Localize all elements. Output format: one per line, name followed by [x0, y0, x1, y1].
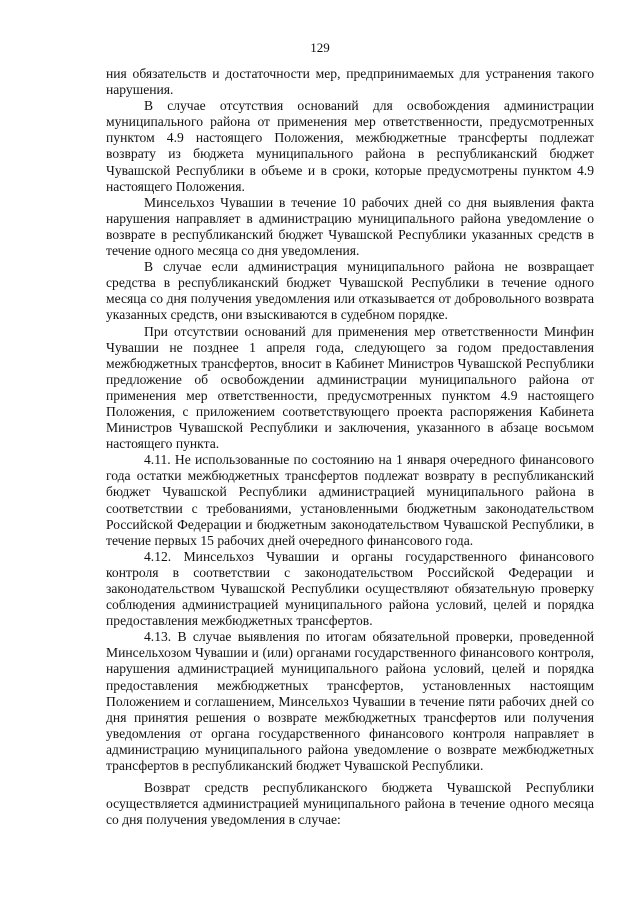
paragraph-notification: Минсельхоз Чувашии в течение 10 рабочих дней со дня выявления факта нарушения направляет в администрацию муниципального района уведомление о возврате в республиканский бюджет Чувашской Республики указанных средств в течение одного месяца со дня уведомления. [106, 194, 594, 259]
paragraph-return-of-funds: Возврат средств республиканского бюджета Чувашской Республики осуществляется администрацией муниципального района в течение одного месяца со дня получения уведомления в случае: [106, 780, 594, 828]
paragraph-minfin-proposal: При отсутствии оснований для применения мер ответственности Минфин Чувашии не позднее 1 апреля года, следующего за годом предоставления межбюджетных трансфертов, вносит в Кабинет Министров Чувашской Республики предложение об освобождении администрации муниципального района от применения мер ответственности, предусмотренных пунктом 4.9 настоящего Положения, с приложением соответствующего проекта распоряжения Кабинета Министров Чувашской Республики и заключения, указанного в абзаце восьмом настоящего пункта. [106, 323, 594, 452]
paragraph-4-12: 4.12. Минсельхоз Чувашии и органы государственного финансового контроля в соответствии с законодательством Российской Федерации и законодательством Чувашской Республики осуществляют обязательную проверку соблюдения администрацией муниципального района условий, целей и порядка предоставления межбюджетных трансфертов. [106, 548, 594, 629]
page-number: 129 [310, 40, 330, 55]
document-body [106, 66, 594, 828]
paragraph-4-13: 4.13. В случае выявления по итогам обязательной проверки, проведенной Минсельхозом Чувашии и (или) органами государственного финансового контроля, нарушения администрацией муниципального района условий, целей и порядка предоставления межбюджетных трансфертов, установленных настоящим Положением и соглашением, Минсельхоз Чувашии в течение пяти рабочих дней со дня принятия решения о возврате межбюджетных трансфертов или получения уведомления от органа государственного финансового контроля направляет в администрацию муниципального района уведомление о возврате межбюджетных трансфертов в республиканский бюджет Чувашской Республики. [106, 629, 594, 774]
paragraph-no-grounds-release: В случае отсутствия оснований для освобождения администрации муниципального района от применения мер ответственности, предусмотренных пунктом 4.9 настоящего Положения, межбюджетные трансферты подлежат возврату из бюджета муниципального района в республиканский бюджет Чувашской Республики в объеме и в сроки, которые предусмотрены пунктом 4.9 настоящего Положения. [106, 98, 594, 194]
paragraph-4-11: 4.11. Не использованные по состоянию на 1 января очередного финансового года остатки межбюджетных трансфертов подлежат возврату в республиканский бюджет Чувашской Республики администрацией муниципального района в соответствии с требованиями, установленными бюджетным законодательством Российской Федерации и бюджетным законодательством Чувашской Республики, в течение первых 15 рабочих дней очередного финансового года. [106, 452, 594, 548]
paragraph-judicial-recovery: В случае если администрация муниципального района не возвращает средства в республиканский бюджет Чувашской Республики в течение одного месяца со дня получения уведомления или отказывается от добровольного возврата указанных средств, они взыскиваются в судебном порядке. [106, 259, 594, 323]
paragraph-continuation: ния обязательств и достаточности мер, предпринимаемых для устранения такого нарушения. [106, 66, 594, 98]
